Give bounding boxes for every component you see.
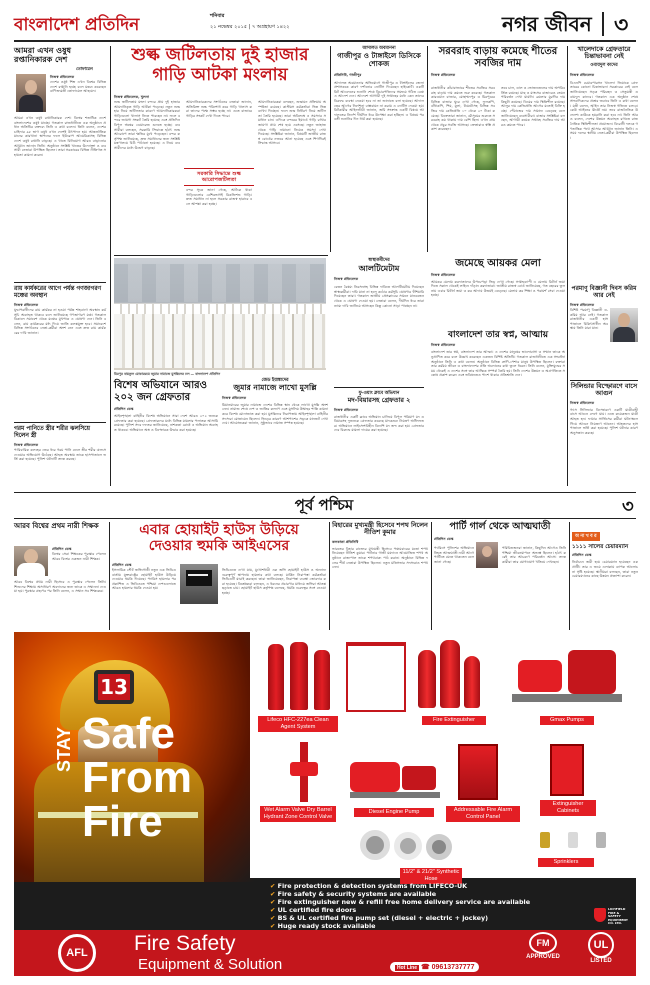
ul-listed-badge (580, 932, 622, 972)
headline: আরব বিশ্বের প্রথম নারী শিক্ষক (14, 522, 99, 530)
story-pharma (14, 46, 106, 486)
hotline-number[interactable]: 09613737777 (431, 964, 475, 971)
byline: প্রতিদিন ডেস্ক (112, 563, 132, 567)
byline: কলকাতা প্রতিনিধি (332, 539, 359, 544)
afl-logo-text: AFL (66, 947, 88, 959)
prayer-photo (114, 258, 326, 370)
byline: নিজস্ব প্রতিবেদক (14, 443, 39, 447)
story-body: বিশিষ্ট পরমাণু বিজ্ঞানী ড. করিম আর নেই। গতকাল রাজধানীর একটি হাসপাতালে চিকিৎসাধীন অবস্থায় তিনি মারা যান। (570, 308, 608, 331)
lead-headline: শুল্ক জটিলতায় দুই হাজার (131, 45, 309, 65)
section-rule (14, 518, 636, 519)
story-body: আরব বিশ্বের প্রথম নারী হিসেবে এ পুরস্কার পেলেন তিনি। শিশুদের শিক্ষায় অসাধারণ অবদানের জন্য তাকে এ সম্মাননা দেওয়া হয়। পুরস্কার গ্রহণের পর তিনি বলেন, এ সম্মান সব শিক্ষকের। (14, 580, 106, 594)
byline: প্রতিদিন ডেস্ক (114, 407, 134, 411)
headline: বাংলাদেশ তার স্বপ্ন, আত্মায় (447, 330, 549, 340)
story-body: বিশ্বের সেরা শিক্ষকের পুরস্কার পেলেন আরব বিশ্বের একজন নারী শিক্ষক। (52, 552, 106, 561)
headline-subtitle: তোফায়েল (76, 66, 93, 71)
column-divider (567, 46, 568, 486)
headline: আমরা এখন ওষুধ রপ্তানিকারক দেশ (14, 46, 71, 65)
column-divider (330, 46, 331, 252)
newspaper-logo: বাংলাদেশ প্রতিদিন (14, 15, 140, 35)
story-isis (112, 522, 326, 630)
product-label-hose: 11/2" & 21/2" Synthetic Hose (400, 868, 462, 884)
story-body: আয়কর মেলায় করদাতাদের উপচেপড়া ভিড় দেখা গেছে। সপ্তাহব্যাপী এ মেলায় রিটার্ন জমা দিতে সকাল থেকেই লাইনে দাঁড়ান করদাতারা। জাতীয় রাজস্ব বোর্ড জানিয়েছে, গত বছরের তুলনায় এবার রিটার্ন জমা ও কর আদায় উভয়ই বেড়েছে। মেলায় কর শিক্ষা ও পরামর্শ সেবা দেওয়া হচ্ছে। (431, 279, 565, 298)
story-body: দেশের ওষুধ শিল্প এখন বিশ্বের বিভিন্ন দেশে রপ্তানি হচ্ছে বলে মন্তব্য করেছেন বাণিজ্যমন্ত্রী তোফায়েল আহমেদ। (50, 80, 106, 94)
story-body: আমদানিকারকদের সংগঠনের নেতারা জানান, অতিরিক্ত শুল্ক পরিশোধ করে গাড়ি খালাস করা তাদের পক্ষে সম্ভব হচ্ছে না। এতে বাজারে গাড়ির সংকট দেখা দিতে পারে। (186, 100, 252, 118)
byline: প্রতিনিধি, গাজীপুর (334, 72, 362, 77)
kicker: জেড ইয়াঙ্কাদের (261, 378, 289, 383)
pump-units (512, 640, 622, 710)
headline: সরবরাহ বাড়ায় কমেছে শীতের সবজির দাম (438, 46, 558, 69)
ad-bullet: ✔ Huge ready stock available (270, 922, 590, 930)
headline: ২০২ জন গ্রেফতার (114, 391, 191, 403)
story-body: তবে চাল, ডাল ও ভোজ্যতেলের দাম অপরিবর্তিত রয়েছে। মাছ ও মাংসের বাজারেও তেমন পরিবর্তন দেখা যায়নি। ব্রয়লার মুরগির দাম কিছুটা কমেছে। ডিমের দাম স্থিতিশীল রয়েছে। আলুর দাম কেজিপ্রতি আগের মতোই বিক্রি হচ্ছে। পেঁয়াজের দাম সামান্য বেড়েছে বলে জানিয়েছেন ব্যবসায়ীরা। বাজার সংশ্লিষ্টরা বলছেন, আগামী কয়েক সপ্তাহে সবজির দাম আরও কমতে পারে। (501, 86, 565, 127)
fire-safety-ad (14, 632, 636, 983)
story-body: আমরা এখন ওষুধ রপ্তানিকারক দেশ। বিশ্বের শতাধিক দেশে বাংলাদেশের ওষুধ যাচ্ছে। গতকাল রাজধানীতে এক অনুষ্ঠানে প্রধান অতিথির বক্তব্যে তিনি এ কথা বলেন। তিনি বলেন, দেশের চাহিদার ৯৮ ভাগ ওষুধ এখন দেশেই উৎপাদন হয়। আন্তর্জাতিক মানের কারখানা স্থাপনের ফলে ইউরোপ আমেরিকাসহ বিভিন্ন দেশে ওষুধ রপ্তানি বাড়ছে। এ খাতে বিনিয়োগ আরও বাড়ানোর আহ্বান জানান তিনি। অনুষ্ঠানে সংশ্লিষ্ট খাতের উদ্যোক্তা ও ব্যবসায়ী নেতারা উপস্থিত ছিলেন। তারা সরকারের বিভিন্ন নীতিগত সহায়তা কামনা করেন। (14, 116, 106, 157)
headline: আলটিমেটাম (358, 264, 400, 274)
fm-approved-text: APPROVED (526, 954, 560, 960)
page-number: ৩ (614, 13, 629, 38)
fm200-cylinders (264, 638, 336, 712)
brand-bangla: আর এফ এল (68, 976, 101, 983)
byline: নিজস্ব প্রতিবেদক (222, 395, 247, 400)
story-body: মিয়ানমারের জুমার নামাজে দেশের বিভিন্ন স্থান থেকে লাখো মুসল্লি অংশ নেন। নামাজ শেষে দেশ ও জাতির কল্যাণ এবং মুসলিম উম্মাহর শান্তি কামনা করে বিশেষ মোনাজাত করা হয়। মুসল্লিদের নিরাপত্তায় আইনশৃঙ্খলা বাহিনীর সদস্যরা মোতায়েন ছিলেন। ভিড়ের কারণে আশপাশের সড়কে যানজট দেখা দেয়। আয়োজকরা জানান, সুষ্ঠুভাবে নামাজ সম্পন্ন হয়েছে। (222, 402, 328, 426)
story-nuclear (570, 286, 638, 378)
isis-flag-photo (180, 564, 218, 604)
byline: প্রতিদিন ডেস্ক (434, 536, 454, 541)
headline: বিহারের মুখ্যমন্ত্রী হিসেবে শপথ নিলেন নীতিশ কুমার (332, 521, 428, 537)
brand-bar (14, 930, 636, 983)
divider (334, 387, 424, 388)
product-label-pumps: Gmax Pumps (540, 716, 594, 725)
headline: গরম পানিতে স্ত্রীর শরীর ঝলসিয়ে দিলেন স্ত্রী (14, 426, 90, 439)
party-girl-photo (476, 542, 498, 568)
byline: নিজস্ব প্রতিবেদক (50, 75, 75, 79)
column-divider (431, 522, 432, 630)
ad-bullet: ✔ Fire safety & security systems are available (270, 890, 590, 898)
section-divider (602, 12, 604, 36)
story-body: ভারতের বিহার রাজ্যের মুখ্যমন্ত্রী হিসেবে পঞ্চমবারের মতো শপথ নিয়েছেন নীতিশ কুমার। পাটনার গান্ধী ময়দানে আয়োজিত শপথ অনুষ্ঠানে রাজ্যপাল তাকে শপথবাক্য পাঠ করান। অনুষ্ঠানে বিভিন্ন দলের শীর্ষ নেতারা উপস্থিত ছিলেন। নতুন মন্ত্রিসভার সদস্যরাও শপথ নেন। (332, 546, 428, 570)
story-body: বেতন বৈষম্য নিরসনসহ বিভিন্ন দাবিতে আলটিমেটাম দিয়েছেন স্বাস্থ্যকর্মীরা। দাবি মানা না হলে কঠোর কর্মসূচি ঘোষণার হুঁশিয়ারি দিয়েছেন তারা। গতকাল জাতীয় প্রেসক্লাবের সামনে মানববন্ধন থেকে এ ঘোষণা দেওয়া হয়। নেতারা বলেন, দীর্ঘদিন ধরে তারা ন্যায্য দাবি জানিয়ে আসছেন কিন্তু কোনো সাড়া পাচ্ছেন না। (334, 285, 424, 308)
story-cylinder (570, 380, 638, 486)
scientist-photo (610, 308, 638, 342)
issue-date: ২১ নভেম্বর ২০১৫ | ৭ অগ্রহায়ণ ১৪২২ (210, 24, 290, 30)
teacher-photo (14, 546, 48, 576)
byline: প্রতিদিন ডেস্ক (572, 553, 592, 558)
story-body: নির্বাচনে জয়ী হয়ে চেয়ারম্যান হয়েছেন এক প্রার্থী। তার এ জয়ে এলাকায় ব্যাপক আলোচনা সৃষ্টি হয়েছে। স্থানীয়রা বলছেন, তারা নতুন চেয়ারম্যানের কাছে উন্নয়ন প্রত্যাশা করেন। (572, 560, 638, 579)
story-body: যুদ্ধাপরাধীদের রায় কার্যকর না হওয়া পর্যন্ত শাহবাগে অবস্থান কর্মসূচি অব্যাহত থাকবে বলে জানিয়েছে গণজাগরণ মঞ্চ। গতকাল বিকালে সমাবেশ থেকে মঞ্চের মুখপাত্র এ ঘোষণা দেন। তিনি বলেন, রায় কার্যকরের মধ্য দিয়ে জাতি কলঙ্কমুক্ত হবে। সমাবেশে বিভিন্ন সংগঠনের নেতা-কর্মীরা অংশ নেন এবং দ্রুত রায় কার্যকরের দাবি জানান। (14, 308, 106, 335)
story-tax-fair (431, 258, 565, 328)
story-body: বাংলাদেশ তার স্বপ্ন, বাংলাদেশ তার আত্মা। এ দেশের মানুষের ভালোবাসা ও সম্মান তাকে অনুপ্রাণিত করে বলে উল্লেখ করেছেন একজন বিশিষ্ট অতিথি। গতকাল রাজধানীতে এক সংবর্ধনা অনুষ্ঠানে তিনি এ কথা বলেন। অনুষ্ঠানে বিভিন্ন শ্রেণি-পেশার মানুষ উপস্থিত ছিলেন। বক্তারা তার কর্মময় জীবন ও বাংলাদেশের প্রতি অবদানের কথা তুলে ধরেন। তিনি বলেন, মুক্তিযুদ্ধের সময় থেকেই এ দেশের সঙ্গে তার আত্মিক সম্পর্ক তৈরি হয়। তিনি দেশের উন্নয়ন ও অগ্রগতিতে সন্তোষ প্রকাশ করেন এবং ভবিষ্যতেও পাশে থাকার প্রতিশ্রুতি দেন। (431, 350, 565, 378)
afl-logo (58, 934, 96, 972)
hotline-badge (390, 962, 479, 972)
vegetable-photo (475, 144, 497, 170)
fm-mark: FM (529, 932, 557, 954)
column-divider (109, 522, 110, 630)
story-arab-teacher (14, 522, 106, 630)
ul-mark: UL (588, 932, 614, 958)
fm-approved-badge (522, 932, 564, 972)
valve-set (290, 742, 320, 802)
column-divider (110, 46, 111, 486)
column-divider (569, 522, 570, 630)
story-ultimatum (334, 258, 424, 486)
diesel-pump (350, 752, 440, 802)
product-label-valve: Wet Alarm Valve Dry Barrel Hydrant Zone Control Valve (260, 806, 336, 822)
story-body: ইসলামিক স্টেট জঙ্গিগোষ্ঠী নতুন এক ভিডিও বার্তায় যুক্তরাষ্ট্রের হোয়াইট হাউস উড়িয়ে দেওয়ার হুমকি দিয়েছে। প্যারিস হামলার পর প্রকাশিত এ ভিডিওতে পশ্চিমা দেশগুলোতে আরও হামলার হুমকি দেওয়া হয়। (112, 568, 176, 591)
story-gazipur (334, 46, 424, 252)
lichfield-name: LICHFIELD FIRE & SAFETY EQUIPMENT CO. LTD. (608, 907, 628, 926)
ad-bullet: ✔ Fire protection & detection systems from LIFECO-UK (270, 882, 590, 890)
headline: খালেদাকে গ্রেফতারে চিন্তাভাবনা নেই (577, 45, 631, 61)
ul-listed-text: LISTED (590, 958, 612, 964)
ad-bullet: ✔ BS & UL certified fire pump set (diesel + electric + jockey) (270, 914, 590, 922)
story-body: ভিডিওতে দেখা যায়, মুখোশধারী এক জঙ্গি হোয়াইট হাউস ও অন্যান্য গুরুত্বপূর্ণ স্থাপনায় হামলার কথা বলছে। মার্কিন নিরাপত্তা কর্মকর্তারা ভিডিওটি যাচাই করছেন। তারা জানিয়েছেন, নিরাপত্তা ব্যবস্থা জোরদার করা হয়েছে। বিশ্লেষকরা বলছেন, এ ধরনের প্রচারণার মাধ্যমে জঙ্গিরা আতঙ্ক ছড়াতে চায়। হোয়াইট হাউস কর্তৃপক্ষ বলেছে, হুমকি গুরুত্বের সঙ্গে নেওয়া হচ্ছে। (222, 568, 326, 595)
story-body: রাজধানীর কাঁচাবাজারে শীতের সবজির সরবরাহ বাড়ায় দাম কমতে শুরু করেছে। গতকাল কারওয়ান বাজার, মোহাম্মদপুর ও মিরপুরের বিভিন্ন বাজার ঘুরে দেখা গেছে, ফুলকপি, বাঁধাকপি, শিম, মুলা, টমেটোসহ বিভিন্ন সবজির দাম কেজিপ্রতি ১০ থেকে ২০ টাকা কমেছে। বিক্রেতারা জানান, মৌসুমের শুরুতে সরবরাহ কম থাকায় দাম বেশি ছিল। এখন গ্রাম থেকে প্রচুর সবজি আসছে। ক্রেতারাও স্বস্তি প্রকাশ করেছেন। (431, 86, 495, 132)
story-body: আদালত অবমাননার অভিযোগে গাজীপুর ও টাঙ্গাইলের জেলা প্রশাসককে কারণ দর্শানোর নোটিস দিয়েছেন হাইকোর্ট। একটি রিট আবেদনের শুনানি শেষে বিচারপতিদের সমন্বয়ে গঠিত বেঞ্চ এ আদেশ দেন। আদেশে আগামী দুই সপ্তাহের মধ্যে কেন তাদের বিরুদ্ধে ব্যবস্থা নেওয়া হবে না তা জানাতে বলা হয়েছে। আদালতের আগের নির্দেশনা বাস্তবায়ন না করায় এ নোটিস দেওয়া হয়। রিটকারীর আইনজীবী জানান, জমি সংক্রান্ত একটি বিষয়ে আদালতের নির্দেশ দীর্ঘদিন ধরে উপেক্ষা করা হচ্ছিল। এ বিষয়ে পরবর্তী শুনানির দিন ধার্য করা হয়েছে। (334, 80, 424, 122)
byline: নিজস্ব প্রতিবেদক (334, 277, 359, 282)
lead-story (114, 46, 326, 252)
slogan-stay: STAY (54, 726, 74, 772)
byline: নিজস্ব প্রতিবেদক (334, 407, 359, 412)
story-jumma (222, 378, 328, 486)
pipe-network (346, 642, 406, 712)
section-title: নগর জীবন (502, 12, 592, 36)
story-body: প্যারিসে পুলিশের অভিযানে নিহত আত্মঘাতী নারী আগে পার্টিতে মেতে থাকতেন বলে জানা গেছে। (434, 546, 475, 564)
brand-title: Fire Safety (134, 932, 236, 955)
headline: জুমার নামাজে লাখো মুসল্লি (233, 383, 317, 393)
byline: নিজস্ব প্রতিবেদক (14, 303, 39, 307)
product-label-sprinklers: Sprinklers (538, 858, 594, 867)
extinguishers (418, 636, 488, 722)
story-body: গ্যাস সিলিন্ডার বিস্ফোরণে একটি যাত্রীবাহী বাসে আগুন লেগে যায়। এতে কয়েকজন যাত্রী আহত হন। ফায়ার সার্ভিসের কর্মীরা ঘটনাস্থলে গিয়ে আগুন নিয়ন্ত্রণে আনেন। আহতদের হাসপাতালে ভর্তি করা হয়েছে। পুলিশ ঘটনার কারণ অনুসন্ধান করছে। (570, 407, 638, 435)
product-label-extinguisher: Fire Extinguisher (422, 716, 486, 725)
product-label-panel: Addressable Fire Alarm Control Panel (446, 806, 520, 822)
byline: নিজস্ব প্রতিবেদক (431, 272, 456, 277)
story-dream (431, 330, 565, 486)
story-khaleda (570, 46, 638, 282)
divider (114, 255, 328, 256)
column-divider (427, 46, 428, 252)
section2-page-number: ৩ (622, 496, 634, 517)
slogan-from: From (82, 753, 192, 802)
story-body: পরিচিতজনরা জানান, কিছুদিন আগেও তিনি পশ্চিমা জীবনযাপনে অভ্যস্ত ছিলেন। হঠাৎ করেই তার আচরণে পরিবর্তন আসে। তদন্তকারীরা তার যোগাযোগ খতিয়ে দেখছেন। (502, 546, 566, 564)
kicker: ফু-ওয়াং ক্লাবে অভিযান (358, 391, 400, 397)
hotline-phone-icon: ☎ (420, 964, 430, 971)
story-body: পারিবারিক কলহের জের ধরে গরম পানি ঢেলে স্ত্রীর শরীর ঝলসে দেওয়ার অভিযোগ উঠেছে। আহত অবস্থায় তাকে হাসপাতালে ভর্তি করা হয়েছে। পুলিশ ঘটনাটি তদন্ত করছে। (14, 448, 106, 462)
story-body: বিএনপি চেয়ারপারসন খালেদা জিয়াকে গ্রেফতারের কোনো চিন্তাভাবনা সরকারের নেই বলে জানিয়েছেন সড়ক পরিবহন ও সেতুমন্ত্রী ওবায়দুল কাদের। গতকাল এক অনুষ্ঠান শেষে সাংবাদিকদের প্রশ্নের জবাবে তিনি এ কথা বলেন। মন্ত্রী বলেন, আইন তার নিজস্ব গতিতে চলবে। কেউ আইনের ঊর্ধ্বে নয়। তবে রাজনৈতিক উদ্দেশ্যে কাউকে হয়রানি করা হবে না। তিনি আরও বলেন, দেশের উন্নয়ন অব্যাহত রাখতে রাজনৈতিক স্থিতিশীলতা প্রয়োজন। বিরোধী দলকে গণতান্ত্রিক পথে আসার আহ্বান জানান তিনি। এ সময় দলের স্থানীয় নেতা-কর্মীরা উপস্থিত ছিলেন। (570, 80, 638, 140)
divider (570, 380, 638, 381)
lichfield-logo (594, 908, 632, 932)
firefighter-image: 13 (14, 632, 254, 882)
byline: নিজস্ব প্রতিবেদক (570, 400, 595, 405)
story-body: শুল্ক জটিলতায় মংলা বন্দরে প্রায় দুই হাজার আমদানিকৃত গাড়ি আটকা পড়েছে। নতুন শুল্কহার নিয়ে জটিলতার কারণে আমদানিকারকরা গাড়িগুলো খালাস নিতে পারছেন না। ফলে বন্দরে জায়গা সংকট তৈরি হয়েছে এবং প্রতিদিন বিপুল অঙ্কের ডেমারেজ গুনতে হচ্ছে। ব্যবসায়ীরা বলছেন, সরকারি সিদ্ধান্তে হঠাৎ শুল্ক আরোপে তারা ক্ষতির মুখে পড়েছেন। বন্দর কর্তৃপক্ষ জানিয়েছে, দ্রুত সমাধানের জন্য সংশ্লিষ্ট মন্ত্রণালয়ে চিঠি পাঠানো হয়েছে। এ নিয়ে ব্যবসায়ীদের মধ্যে উদ্বেগ বাড়ছে। (114, 100, 180, 150)
headline: পরমাণু বিজ্ঞানী দিবস করিম আর নেই (571, 285, 637, 299)
column-divider (329, 522, 330, 630)
section2-title: পূর্ব পশ্চিম (294, 496, 354, 514)
byline: নিজস্ব প্রতিবেদক (431, 343, 456, 348)
pull-quote: সরকারি সিদ্ধান্তে শুল্ক আরোপজটিলতা (184, 168, 254, 186)
headline: এবার হোয়াইট হাউস উড়িয়ে (139, 522, 299, 538)
byline: নিজস্ব প্রতিবেদক, খুলনা (114, 95, 149, 99)
issue-day: শনিবার (210, 13, 225, 19)
brand-subtitle: Equipment & Solution (138, 956, 283, 973)
story-vegetables (431, 46, 565, 252)
story-body: আইনশৃঙ্খলা বাহিনীর বিশেষ অভিযানে সারা দেশে আরও ২০২ জনকে গ্রেফতার করা হয়েছে। গ্রেফতারদের মধ্যে বিভিন্ন মামলার পলাতক আসামি রয়েছে। পুলিশ সদর দফতর জানিয়েছে, নাশকতা রোধে এ অভিযান অব্যাহত থাকবে। অভিযানে অস্ত্র ও বিস্ফোরক উদ্ধার করা হয়েছে। (114, 414, 218, 432)
byline: নিজস্ব প্রতিবেদক (570, 72, 595, 77)
sprinkler-heads (530, 828, 620, 858)
divider (14, 422, 106, 423)
byline: নিজস্ব প্রতিবেদক (431, 73, 456, 77)
slogan-fire: Fire (82, 797, 163, 846)
story-body: রাজধানীর একটি ক্লাবে অভিযান চালিয়ে বিপুল পরিমাণ মদ ও বিয়ারসহ দুজনকে গ্রেফতার করেছে মাদকদ্রব্য নিয়ন্ত্রণ অধিদফতর। অভিযানে লাইসেন্সবিহীন বিদেশি মদ জব্দ করা হয়। গ্রেফতারদের বিরুদ্ধে মামলা দায়ের করা হয়েছে। (334, 414, 424, 433)
slogan-safe: Safe (82, 709, 175, 758)
headline: জমেছে আয়কর মেলা (455, 258, 541, 269)
section-rule (14, 492, 636, 493)
story-arrest (114, 380, 218, 486)
hotline-label: Hot Line (397, 965, 417, 971)
story-bihar (332, 522, 428, 630)
headline: দেওয়ার হুমকি আইএসের (148, 538, 290, 555)
alarm-panel (458, 744, 498, 800)
headline-subtitle: ওবায়দুল কাদের (590, 62, 618, 68)
headline: মদ-বিয়ারসহ গ্রেফতার ২ (347, 396, 411, 405)
story-body: আমদানিকারকরা বলছেন, শুল্কায়ন প্রক্রিয়ায় অস্পষ্টতা রয়েছে। কাস্টমস কর্মকর্তারা ভিন্ন ভিন্ন ব্যাখ্যা দিচ্ছেন। ফলে শুল্ক নির্ধারণ নিয়ে জটিলতা তৈরি হয়েছে। তারা অবিলম্বে এ সমস্যার সমাধান চান। এদিকে বন্দরের ইয়ার্ডে গাড়ি রাখার জায়গা প্রায় শেষ হয়ে এসেছে। নতুন জাহাজ থেকে গাড়ি নামানো নিয়েও সমস্যা দেখা দিয়েছে। সংশ্লিষ্টরা জানান, বিষয়টি জাতীয় রাজস্ব বোর্ডের নজরে আনা হয়েছে এবং শিগগিরই সিদ্ধান্ত আসবে। (258, 100, 326, 146)
byline: নিজস্ব প্রতিবেদক (570, 302, 595, 307)
headline: বিশেষ অভিযানে আরও (114, 380, 207, 391)
byline: প্রতিদিন ডেস্ক (52, 547, 72, 551)
headline: পার্টি গার্ল থেকে আত্মঘাতী (449, 521, 551, 532)
headline: রায় কার্যকরের আগে পর্যন্ত গণজাগরণ মঞ্চের অবস্থান (14, 286, 102, 299)
headline: গাজীপুর ও টাঙ্গাইলে ডিসিকে শোকজ (337, 51, 421, 69)
tofael-photo (16, 74, 46, 112)
story-body: বন্দর সূত্রে জানা গেছে, আটকে থাকা গাড়িগুলোর বেশিরভাগই রিকন্ডিশন্ড গাড়ি। দ্রুত সমাধান না হলে সরকার রাজস্ব হারাবে বলে আশঙ্কা করা হচ্ছে। (186, 188, 252, 206)
kicker: স্বাস্থ্যকর্মীদের (368, 258, 390, 263)
kicker: আদালত অবমাননা (362, 46, 396, 51)
cabinet (550, 744, 584, 796)
story-other-news (572, 522, 638, 630)
ad-bullet: ✔ Fire extinguisher new & refill free home delivery service are available (270, 898, 590, 906)
products-panel (250, 632, 636, 882)
product-label-fm200: Lifeco HFC-227ea Clean Agent System (258, 716, 338, 732)
other-news-tag: অ ন্য খ ব র (572, 532, 600, 541)
photo-caption: মিরপুর বায়তুল মোকাররমে জুমার নামাজে মুসল্লিদের ঢল — বাংলাদেশ প্রতিদিন (114, 372, 221, 376)
hose-reels (360, 828, 460, 864)
headline: সিলিন্ডার বিস্ফোরণে বাসে আগুন (570, 382, 638, 398)
ad-bullet: ✔ UL certified fire doors (270, 906, 590, 914)
lead-headline: গাড়ি আটকা মংলায় (152, 64, 288, 85)
masthead (14, 8, 636, 42)
headline: ১১১১ সালের চেয়ারম্যান (572, 544, 629, 550)
story-party-girl (434, 522, 566, 630)
product-label-diesel: Diesel Engine Pump (354, 808, 434, 817)
divider (14, 282, 106, 283)
product-label-cabinets: Extinguisher Cabinets (540, 800, 596, 816)
